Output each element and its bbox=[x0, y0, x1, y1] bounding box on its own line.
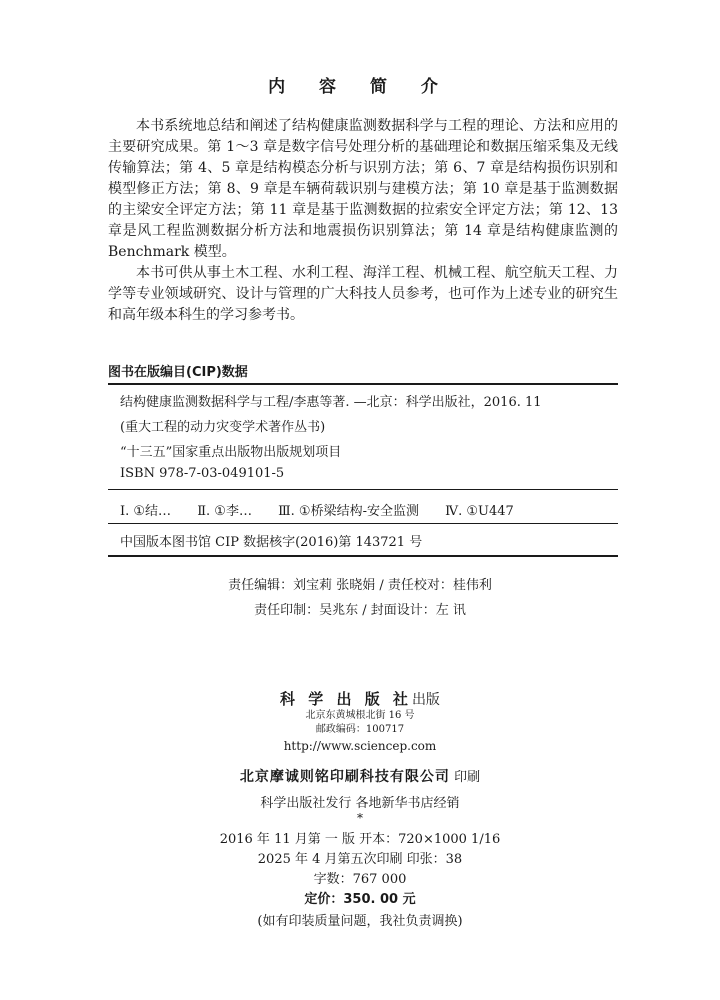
distribution-line: 科学出版社发行 各地新华书店经销 bbox=[260, 796, 460, 811]
edition-line: 2016 年 11 月第 一 版 开本：720×1000 1/16 bbox=[219, 832, 501, 847]
cip-lower-rule bbox=[108, 523, 618, 524]
cip-class-item: Ⅲ. ①桥梁结构-安全监测 bbox=[278, 504, 419, 519]
cip-bottom-rule bbox=[108, 555, 618, 557]
publisher-postcode: 邮政编码：100717 bbox=[315, 724, 405, 735]
publisher-url: http://www.sciencep.com bbox=[283, 739, 437, 753]
printer-name: 北京摩诚则铭印刷科技有限公司 bbox=[239, 769, 450, 785]
page-title: 内 容 简 介 bbox=[268, 77, 452, 97]
cip-series-line: (重大工程的动力灾变学术著作丛书) bbox=[120, 420, 326, 435]
cip-isbn: ISBN 978-7-03-049101-5 bbox=[120, 466, 285, 481]
publisher-suffix: 出版 bbox=[411, 692, 440, 708]
cip-top-rule bbox=[108, 383, 618, 385]
abstract-paragraph-2: 本书可供从事土木工程、水利工程、海洋工程、机械工程、航空航天工程、力学等专业领域研究、设计与管理的广大科技人员参考，也可作为上述专业的研究生和高年级本科生的学习参考书。 bbox=[108, 265, 618, 323]
cip-title-line: 结构健康监测数据科学与工程/李惠等著. —北京：科学出版社，2016. 11 bbox=[120, 395, 542, 410]
printing-line: 2025 年 4 月第五次印刷 印张：38 bbox=[257, 852, 463, 867]
cip-mid-rule bbox=[108, 489, 618, 490]
cip-heading: 图书在版编目(CIP)数据 bbox=[108, 365, 248, 380]
cip-classification bbox=[120, 500, 536, 519]
cip-project-line: “十三五”国家重点出版物出版规划项目 bbox=[120, 445, 342, 460]
word-count: 字数：767 000 bbox=[313, 872, 407, 887]
cip-class-item: Ⅰ. ①结… bbox=[120, 504, 172, 519]
publisher-name: 科 学 出 版 社 bbox=[280, 690, 412, 708]
separator-star: * bbox=[357, 811, 363, 825]
editors-line-2: 责任印制：吴兆东 / 封面设计：左 讯 bbox=[254, 603, 466, 618]
cip-number: 中国版本图书馆 CIP 数据核字(2016)第 143721 号 bbox=[120, 535, 423, 550]
printer-line bbox=[0, 766, 720, 786]
abstract-paragraph-1: 本书系统地总结和阐述了结构健康监测数据科学与工程的理论、方法和应用的主要研究成果。第 1～3 章是数字信号处理分析的基础理论和数据压缩采集及无线传输算法；第 4、5 章是结构模态分析与识别方法；第 6、7 章是结构损伤识别和模型修正方法；第 8、9 章是车辆荷载识别与建模方法；第 10 章是基于监测数据的主梁安全评定方法；第 11 章是基于监测数据的拉索安全评定方法；第 12、13 章是风工程监测数据分析方法和地震损伤识别算法；第 14 章是结构健康监测的 Benchmark 模型。 bbox=[108, 118, 618, 260]
price: 定价：350. 00 元 bbox=[304, 892, 416, 907]
quality-note: (如有印装质量问题，我社负责调换) bbox=[257, 914, 463, 929]
abstract bbox=[108, 116, 618, 326]
publisher-block bbox=[0, 688, 720, 755]
cip-class-item: Ⅱ. ①李… bbox=[197, 504, 252, 519]
printer-suffix: 印刷 bbox=[454, 770, 481, 785]
cip-class-item: Ⅳ. ①U447 bbox=[445, 504, 514, 519]
editors-line-1: 责任编辑：刘宝莉 张晓娟 / 责任校对：桂伟利 bbox=[228, 578, 492, 593]
publisher-address: 北京东黄城根北街 16 号 bbox=[305, 710, 415, 721]
